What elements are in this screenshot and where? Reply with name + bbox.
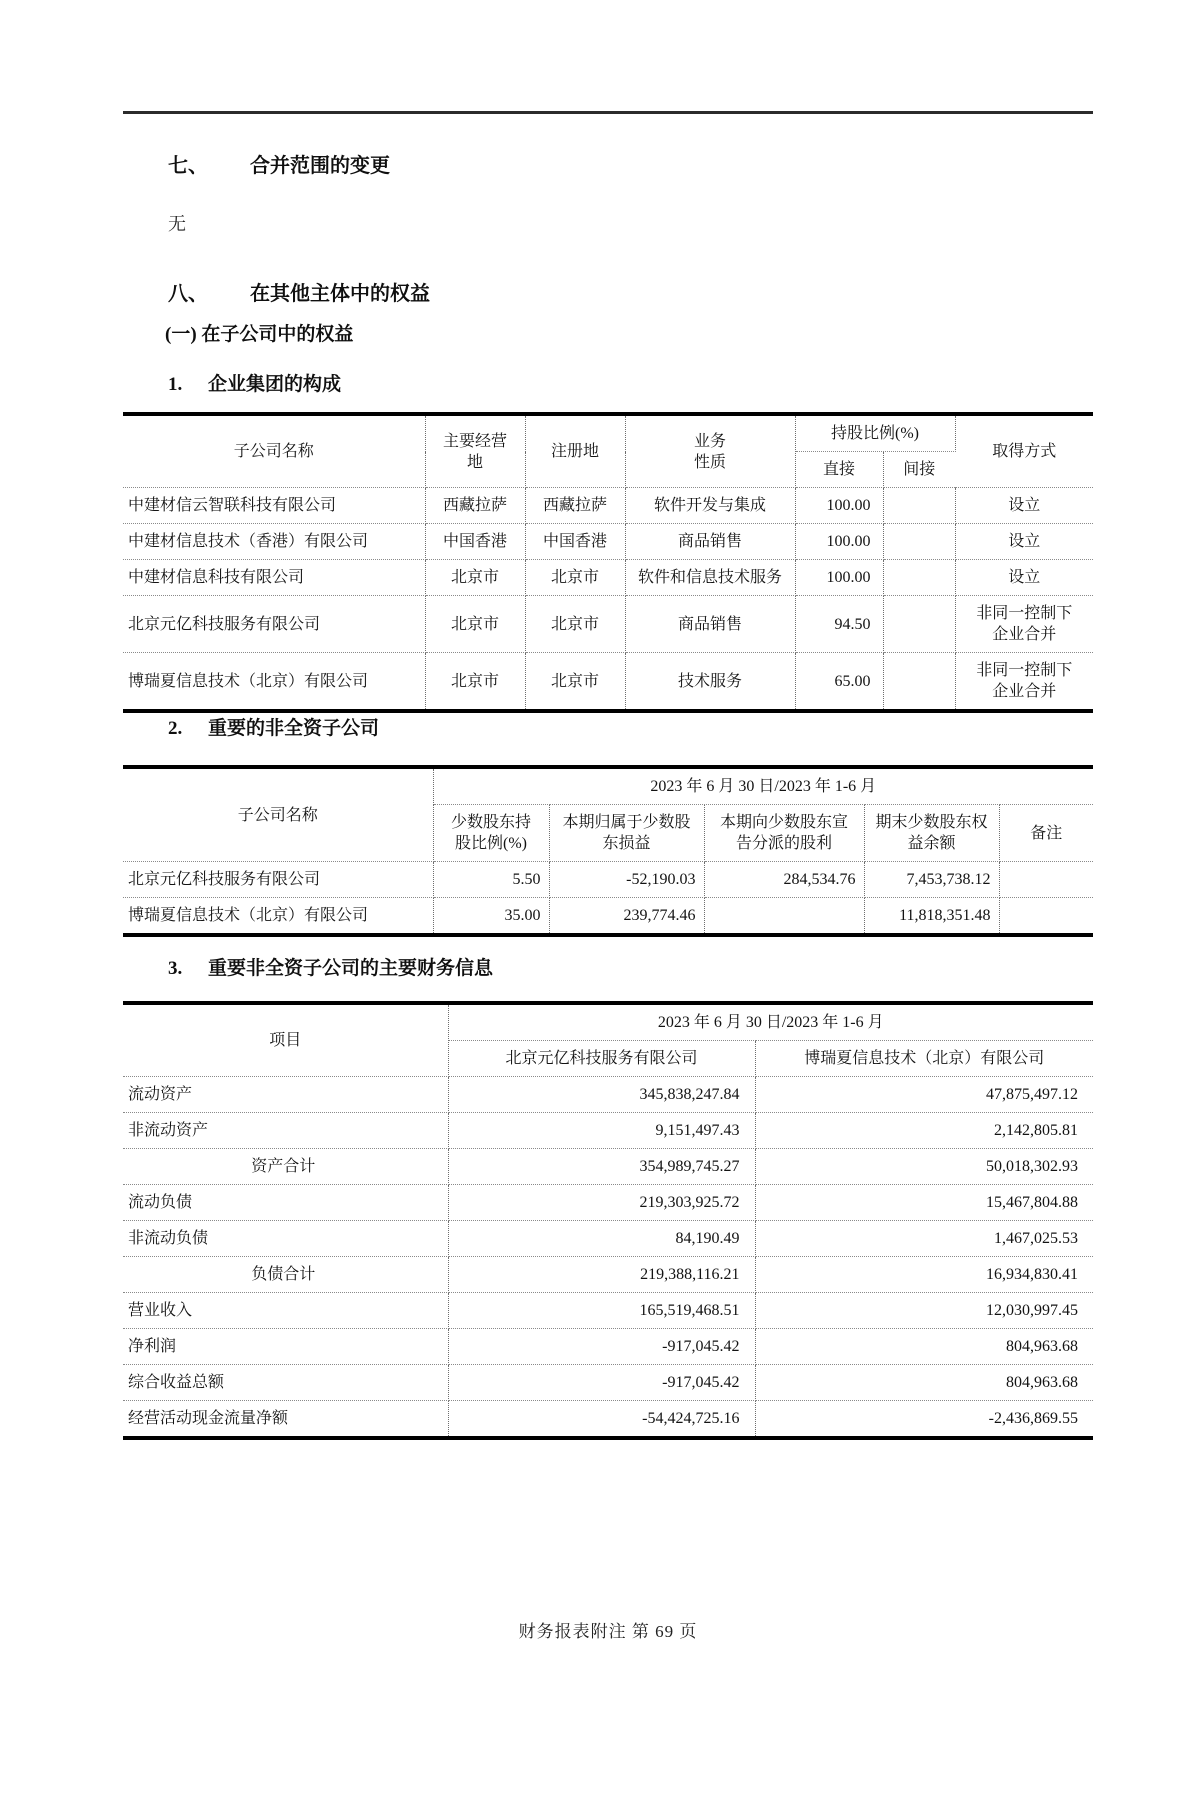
col-header-subsidiary-name: 子公司名称 [123, 414, 425, 488]
col-header-minority-profit: 本期归属于少数股东损益 [549, 805, 704, 862]
minority-ratio: 5.50 [433, 862, 549, 898]
main-place: 北京市 [425, 560, 525, 596]
table3-heading-title: 重要非全资子公司的主要财务信息 [208, 958, 494, 979]
business: 软件开发与集成 [625, 488, 795, 524]
subsidiary-name: 中建材信息技术（香港）有限公司 [123, 524, 425, 560]
main-place: 北京市 [425, 596, 525, 653]
main-place: 西藏拉萨 [425, 488, 525, 524]
header-rule [123, 111, 1093, 114]
table-row [123, 1185, 1093, 1221]
table-total-row [123, 1149, 1093, 1185]
company1-value: 9,151,497.43 [448, 1113, 755, 1149]
item-label: 非流动资产 [123, 1113, 448, 1149]
business: 技术服务 [625, 653, 795, 712]
item-label: 经营活动现金流量净额 [123, 1401, 448, 1439]
table-header-row [123, 414, 1093, 452]
group-composition-table [123, 412, 1093, 713]
table2-heading-title: 重要的非全资子公司 [208, 718, 380, 739]
company1-value: -54,424,725.16 [448, 1401, 755, 1439]
table3-heading [168, 955, 1093, 983]
table-row [123, 1329, 1093, 1365]
subsidiary-name: 北京元亿科技服务有限公司 [123, 596, 425, 653]
subsidiary-name: 博瑞夏信息技术（北京）有限公司 [123, 898, 433, 936]
table-row [123, 524, 1093, 560]
company1-value: 219,388,116.21 [448, 1257, 755, 1293]
method: 非同一控制下企业合并 [955, 653, 1093, 712]
minority-ratio: 35.00 [433, 898, 549, 936]
section-8-number: 八、 [168, 283, 208, 305]
table-row [123, 1401, 1093, 1439]
method: 设立 [955, 524, 1093, 560]
table-row [123, 1365, 1093, 1401]
col-header-company1: 北京元亿科技服务有限公司 [448, 1041, 755, 1077]
item-label: 净利润 [123, 1329, 448, 1365]
minority-profit: 239,774.46 [549, 898, 704, 936]
minority-dividend: 284,534.76 [704, 862, 864, 898]
col-header-item: 项目 [123, 1003, 448, 1077]
table-row [123, 596, 1093, 653]
method: 设立 [955, 488, 1093, 524]
table-row [123, 898, 1093, 936]
company2-value: 16,934,830.41 [755, 1257, 1093, 1293]
section-7-title: 合并范围的变更 [250, 155, 390, 177]
table-row [123, 488, 1093, 524]
company2-value: 50,018,302.93 [755, 1149, 1093, 1185]
reg-place: 北京市 [525, 596, 625, 653]
company1-value: 219,303,925.72 [448, 1185, 755, 1221]
col-header-company2: 博瑞夏信息技术（北京）有限公司 [755, 1041, 1093, 1077]
col-header-indirect: 间接 [883, 452, 955, 488]
business: 商品销售 [625, 524, 795, 560]
col-header-direct: 直接 [795, 452, 883, 488]
table2-heading [168, 715, 1093, 743]
col-header-period: 2023 年 6 月 30 日/2023 年 1-6 月 [448, 1003, 1093, 1041]
company2-value: 15,467,804.88 [755, 1185, 1093, 1221]
reg-place: 西藏拉萨 [525, 488, 625, 524]
reg-place: 北京市 [525, 560, 625, 596]
direct-ratio: 100.00 [795, 488, 883, 524]
table1-heading [168, 371, 1093, 399]
section-7-heading [168, 151, 1093, 181]
indirect-ratio [883, 596, 955, 653]
table3-heading-number: 3. [168, 958, 183, 979]
col-header-main-place: 主要经营地 [425, 414, 525, 488]
company2-value: 1,467,025.53 [755, 1221, 1093, 1257]
table-row [123, 560, 1093, 596]
table-row [123, 1221, 1093, 1257]
table2-heading-number: 2. [168, 718, 183, 739]
col-header-method: 取得方式 [955, 414, 1093, 488]
col-header-minority-dividend: 本期向少数股东宣告分派的股利 [704, 805, 864, 862]
item-label: 负债合计 [123, 1257, 448, 1293]
company1-value: 345,838,247.84 [448, 1077, 755, 1113]
reg-place: 中国香港 [525, 524, 625, 560]
col-header-business: 业务性质 [625, 414, 795, 488]
item-label: 资产合计 [123, 1149, 448, 1185]
main-place: 中国香港 [425, 524, 525, 560]
direct-ratio: 65.00 [795, 653, 883, 712]
company1-value: -917,045.42 [448, 1329, 755, 1365]
item-label: 营业收入 [123, 1293, 448, 1329]
col-header-subsidiary-name: 子公司名称 [123, 767, 433, 862]
direct-ratio: 100.00 [795, 524, 883, 560]
item-label: 综合收益总额 [123, 1365, 448, 1401]
minority-equity: 7,453,738.12 [864, 862, 999, 898]
item-label: 流动资产 [123, 1077, 448, 1113]
subsidiary-name: 北京元亿科技服务有限公司 [123, 862, 433, 898]
table1-heading-title: 企业集团的构成 [208, 374, 342, 395]
direct-ratio: 94.50 [795, 596, 883, 653]
company2-value: 804,963.68 [755, 1365, 1093, 1401]
table-row [123, 1077, 1093, 1113]
indirect-ratio [883, 560, 955, 596]
table1-heading-number: 1. [168, 374, 183, 395]
subsidiary-name: 博瑞夏信息技术（北京）有限公司 [123, 653, 425, 712]
report-page [0, 111, 1200, 1808]
col-header-minority-equity: 期末少数股东权益余额 [864, 805, 999, 862]
method: 非同一控制下企业合并 [955, 596, 1093, 653]
section-7-number: 七、 [168, 155, 208, 177]
business: 商品销售 [625, 596, 795, 653]
table-row [123, 862, 1093, 898]
col-header-note: 备注 [999, 805, 1093, 862]
company2-value: -2,436,869.55 [755, 1401, 1093, 1439]
company1-value: -917,045.42 [448, 1365, 755, 1401]
minority-equity: 11,818,351.48 [864, 898, 999, 936]
table-header-row [123, 1003, 1093, 1041]
section-8-title: 在其他主体中的权益 [250, 283, 430, 305]
col-header-holding-ratio: 持股比例(%) [795, 414, 955, 452]
section-7-body: 无 [168, 214, 186, 234]
table-row [123, 653, 1093, 712]
indirect-ratio [883, 653, 955, 712]
section-8-heading [168, 279, 1093, 309]
non-wholly-owned-subsidiaries-table [123, 765, 1093, 937]
subsection-1-heading: (一) 在子公司中的权益 [165, 324, 354, 345]
item-label: 流动负债 [123, 1185, 448, 1221]
direct-ratio: 100.00 [795, 560, 883, 596]
indirect-ratio [883, 488, 955, 524]
company2-value: 804,963.68 [755, 1329, 1093, 1365]
note [999, 862, 1093, 898]
business: 软件和信息技术服务 [625, 560, 795, 596]
minority-profit: -52,190.03 [549, 862, 704, 898]
subsidiary-name: 中建材信息科技有限公司 [123, 560, 425, 596]
page-footer: 财务报表附注 第 69 页 [518, 1622, 698, 1641]
table-header-row [123, 767, 1093, 805]
company2-value: 12,030,997.45 [755, 1293, 1093, 1329]
company2-value: 2,142,805.81 [755, 1113, 1093, 1149]
indirect-ratio [883, 524, 955, 560]
reg-place: 北京市 [525, 653, 625, 712]
subsidiary-name: 中建材信云智联科技有限公司 [123, 488, 425, 524]
note [999, 898, 1093, 936]
method: 设立 [955, 560, 1093, 596]
key-financials-table [123, 1001, 1093, 1440]
company1-value: 165,519,468.51 [448, 1293, 755, 1329]
col-header-period: 2023 年 6 月 30 日/2023 年 1-6 月 [433, 767, 1093, 805]
col-header-reg-place: 注册地 [525, 414, 625, 488]
col-header-minority-ratio: 少数股东持股比例(%) [433, 805, 549, 862]
minority-dividend [704, 898, 864, 936]
company1-value: 354,989,745.27 [448, 1149, 755, 1185]
table-total-row [123, 1257, 1093, 1293]
company2-value: 47,875,497.12 [755, 1077, 1093, 1113]
table-row [123, 1293, 1093, 1329]
table-row [123, 1113, 1093, 1149]
item-label: 非流动负债 [123, 1221, 448, 1257]
company1-value: 84,190.49 [448, 1221, 755, 1257]
main-place: 北京市 [425, 653, 525, 712]
